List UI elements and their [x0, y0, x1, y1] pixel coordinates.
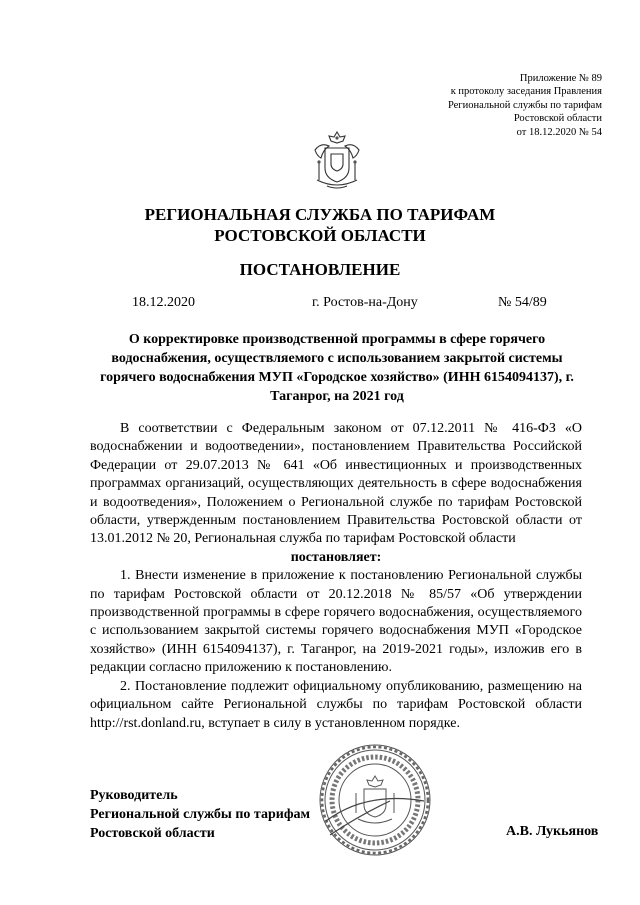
document-subject: О корректировке производственной программы в сфере горячего водоснабжения, осуществляемого с использованием закрытой системы горячего водоснабжения МУП «Городское хозяйство» (ИНН 6154094137), г. Таганрог, на 2021 год: [100, 332, 574, 404]
document-city: г. Ростов-на-Дону: [312, 295, 418, 310]
appendix-line: Ростовской области: [513, 113, 602, 125]
document-type: ПОСТАНОВЛЕНИЕ: [239, 260, 401, 279]
appendix-line: к протоколу заседания Правления: [450, 86, 602, 98]
org-line: РЕГИОНАЛЬНАЯ СЛУЖБА ПО ТАРИФАМ: [144, 205, 496, 224]
item-paragraph: 1. Внести изменение в приложение к постановлению Региональной службы по тарифам Ростовской области от 20.12.2018 № 85/57 «Об утверждении производственной программы в сфере горячего водоснабжения, осуществляемого с использованием закрытой системы горячего водоснабжения МУП «Городское хозяйство» (ИНН 6154094137), г. Таганрог, на 2019-2021 годы», изложив его в редакции согласно приложению к постановлению.: [90, 568, 582, 676]
signer-title-line: Региональной службы по тарифам: [90, 807, 311, 822]
item-paragraph: 2. Постановление подлежит официальному опубликованию, размещению на официальном сайте Региональной службы по тарифам Ростовской области http://rst.donland.ru, вступает в силу в установленном порядке.: [90, 678, 582, 731]
document-date: 18.12.2020: [132, 295, 195, 310]
signer-name: А.В. Лукьянов: [506, 824, 599, 839]
decree-word: постановляет:: [290, 549, 382, 565]
official-seal-icon: [318, 743, 432, 857]
coat-of-arms-icon: [305, 128, 369, 194]
appendix-block: [362, 72, 602, 139]
appendix-line: от 18.12.2020 № 54: [516, 126, 602, 138]
org-line: РОСТОВСКОЙ ОБЛАСТИ: [214, 226, 426, 245]
signer-title-line: Руководитель: [90, 788, 178, 803]
appendix-line: Региональной службы по тарифам: [447, 99, 602, 111]
document-body: [90, 420, 582, 733]
appendix-line: Приложение № 89: [519, 73, 602, 84]
organization-name: [0, 204, 640, 246]
signer-title-line: Ростовской области: [90, 826, 215, 841]
document-number: № 54/89: [498, 295, 547, 310]
signer-title: [90, 786, 310, 843]
preamble-paragraph: В соответствии с Федеральным законом от 07.12.2011 № 416-ФЗ «О водоснабжении и водоотведении», постановлением Правительства Российской Федерации от 29.07.2013 № 641 «Об инвестиционных и производственных программах организаций, осуществляющих деятельность в сфере водоснабжения и водоотведения», Положением о Региональной службе по тарифам Ростовской области, утвержденным постановлением Правительства Ростовской области от 13.01.2012 № 20, Региональная служба по тарифам Ростовской области: [90, 421, 582, 547]
